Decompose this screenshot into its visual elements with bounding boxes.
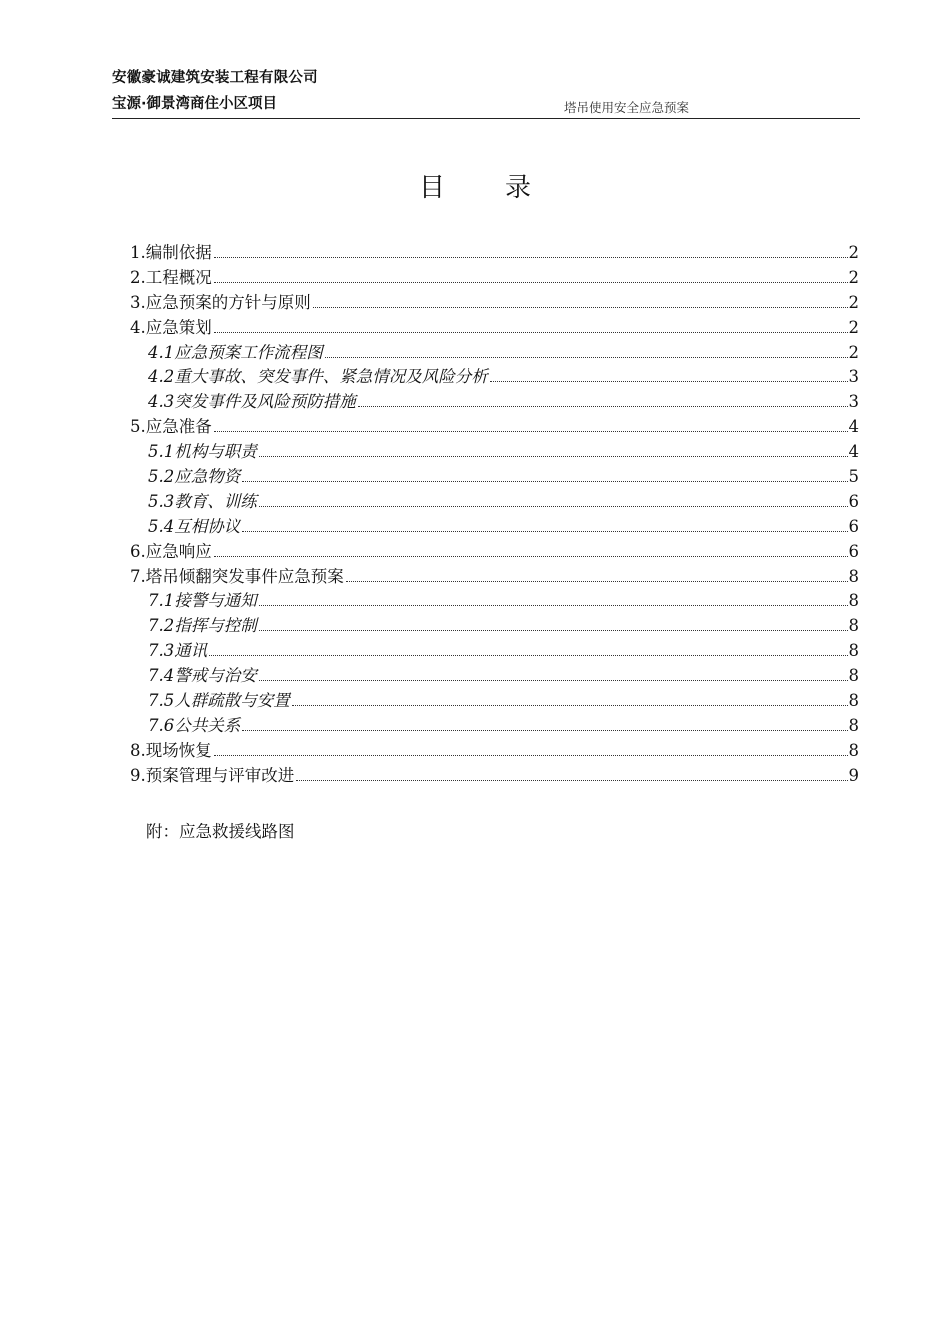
toc-entry-page-number: 8 <box>848 616 859 636</box>
toc-entry-page-number: 3 <box>848 392 859 412</box>
toc-entry[interactable] <box>130 465 859 490</box>
toc-leader-dots <box>313 306 848 308</box>
toc-entry-label: 5.应急准备 <box>130 417 212 437</box>
toc-heading-left: 目 <box>418 173 445 203</box>
toc-leader-dots <box>214 256 848 258</box>
table-of-contents <box>130 241 859 789</box>
toc-entry-page-number: 6 <box>848 516 859 536</box>
toc-entry-page-number: 6 <box>848 541 859 561</box>
toc-entry[interactable] <box>130 540 859 565</box>
toc-leader-dots <box>358 405 848 407</box>
toc-entry[interactable] <box>130 714 859 739</box>
company-name: 安徽豪诚建筑安装工程有限公司 <box>112 70 318 86</box>
toc-leader-dots <box>259 629 848 631</box>
toc-entry-label: 9.预案管理与评审改进 <box>130 765 295 785</box>
toc-leader-dots <box>325 356 848 358</box>
toc-entry-page-number: 6 <box>848 491 859 511</box>
toc-leader-dots <box>490 380 848 382</box>
toc-entry[interactable] <box>130 316 859 341</box>
toc-leader-dots <box>242 729 847 731</box>
toc-leader-dots <box>346 580 848 582</box>
toc-entry-label: 4.2重大事故、突发事件、紧急情况及风险分析 <box>148 367 488 387</box>
toc-entry[interactable] <box>130 664 859 689</box>
toc-entry[interactable] <box>130 689 859 714</box>
toc-leader-dots <box>214 555 848 557</box>
toc-entry[interactable] <box>130 764 859 789</box>
toc-entry[interactable] <box>130 739 859 764</box>
toc-entry-label: 7.1接警与通知 <box>148 591 257 611</box>
toc-entry-page-number: 2 <box>848 317 859 337</box>
toc-leader-dots <box>259 679 848 681</box>
toc-leader-dots <box>259 604 848 606</box>
toc-entry[interactable] <box>130 639 859 664</box>
toc-entry[interactable] <box>130 390 859 415</box>
toc-heading <box>0 167 950 204</box>
toc-entry-label: 7.塔吊倾翻突发事件应急预案 <box>130 566 344 586</box>
toc-entry-label: 1.编制依据 <box>130 243 212 262</box>
project-name: 宝源·御景湾商住小区项目 <box>112 96 278 112</box>
toc-entry-page-number: 8 <box>848 740 859 760</box>
toc-entry-label: 4.1应急预案工作流程图 <box>148 342 323 362</box>
toc-entry-page-number: 9 <box>848 765 859 785</box>
toc-entry-page-number: 8 <box>848 641 859 661</box>
toc-entry-label: 4.应急策划 <box>130 317 212 337</box>
toc-entry-label: 6.应急响应 <box>130 541 212 561</box>
toc-entry-page-number: 2 <box>848 267 859 287</box>
toc-entry[interactable] <box>130 589 859 614</box>
toc-entry-page-number: 4 <box>848 417 859 437</box>
toc-leader-dots <box>296 779 847 781</box>
toc-entry-page-number: 8 <box>848 591 859 611</box>
toc-entry[interactable] <box>130 490 859 515</box>
toc-entry-label: 8.现场恢复 <box>130 740 212 760</box>
toc-entry-label: 7.4警戒与治安 <box>148 666 257 686</box>
toc-entry-page-number: 2 <box>848 243 859 262</box>
toc-entry-page-number: 3 <box>848 367 859 387</box>
toc-entry-label: 7.5人群疏散与安置 <box>148 691 290 711</box>
toc-entry[interactable] <box>130 341 859 366</box>
toc-leader-dots <box>214 281 848 283</box>
toc-entry-label: 7.3通讯 <box>148 641 208 661</box>
toc-entry-label: 7.2指挥与控制 <box>148 616 257 636</box>
toc-leader-dots <box>214 754 848 756</box>
toc-entry-label: 5.1机构与职责 <box>148 442 257 462</box>
toc-entry-page-number: 8 <box>848 691 859 711</box>
toc-heading-right: 录 <box>505 173 532 203</box>
toc-entry-label: 7.6公共关系 <box>148 715 241 735</box>
document-title: 塔吊使用安全应急预案 <box>564 100 690 115</box>
toc-entry[interactable] <box>130 365 859 390</box>
toc-leader-dots <box>292 704 848 706</box>
toc-entry[interactable] <box>130 291 859 316</box>
toc-leader-dots <box>242 480 847 482</box>
toc-entry-page-number: 8 <box>848 666 859 686</box>
toc-entry[interactable] <box>130 515 859 540</box>
toc-entry-page-number: 4 <box>848 442 859 462</box>
toc-entry-label: 5.3教育、训练 <box>148 491 257 511</box>
toc-leader-dots <box>214 331 848 333</box>
toc-entry[interactable] <box>130 440 859 465</box>
toc-entry[interactable] <box>130 266 859 291</box>
toc-entry-page-number: 5 <box>848 467 859 487</box>
toc-entry[interactable] <box>130 415 859 440</box>
toc-leader-dots <box>259 455 848 457</box>
toc-entry-label: 5.2应急物资 <box>148 467 241 487</box>
appendix-note: 附：应急救援线路图 <box>146 822 295 841</box>
toc-entry-page-number: 8 <box>848 715 859 735</box>
toc-entry-page-number: 2 <box>848 292 859 312</box>
toc-leader-dots <box>209 654 847 656</box>
toc-entry-page-number: 8 <box>848 566 859 586</box>
toc-entry[interactable] <box>130 565 859 590</box>
toc-entry[interactable] <box>130 241 859 266</box>
toc-leader-dots <box>242 530 847 532</box>
toc-entry-label: 5.4互相协议 <box>148 516 241 536</box>
toc-entry-page-number: 2 <box>848 342 859 362</box>
toc-entry[interactable] <box>130 614 859 639</box>
toc-leader-dots <box>214 430 848 432</box>
toc-leader-dots <box>259 505 848 507</box>
toc-entry-label: 2.工程概况 <box>130 267 212 287</box>
page-header <box>112 64 860 119</box>
toc-entry-label: 4.3突发事件及风险预防措施 <box>148 392 356 412</box>
toc-entry-label: 3.应急预案的方针与原则 <box>130 292 311 312</box>
